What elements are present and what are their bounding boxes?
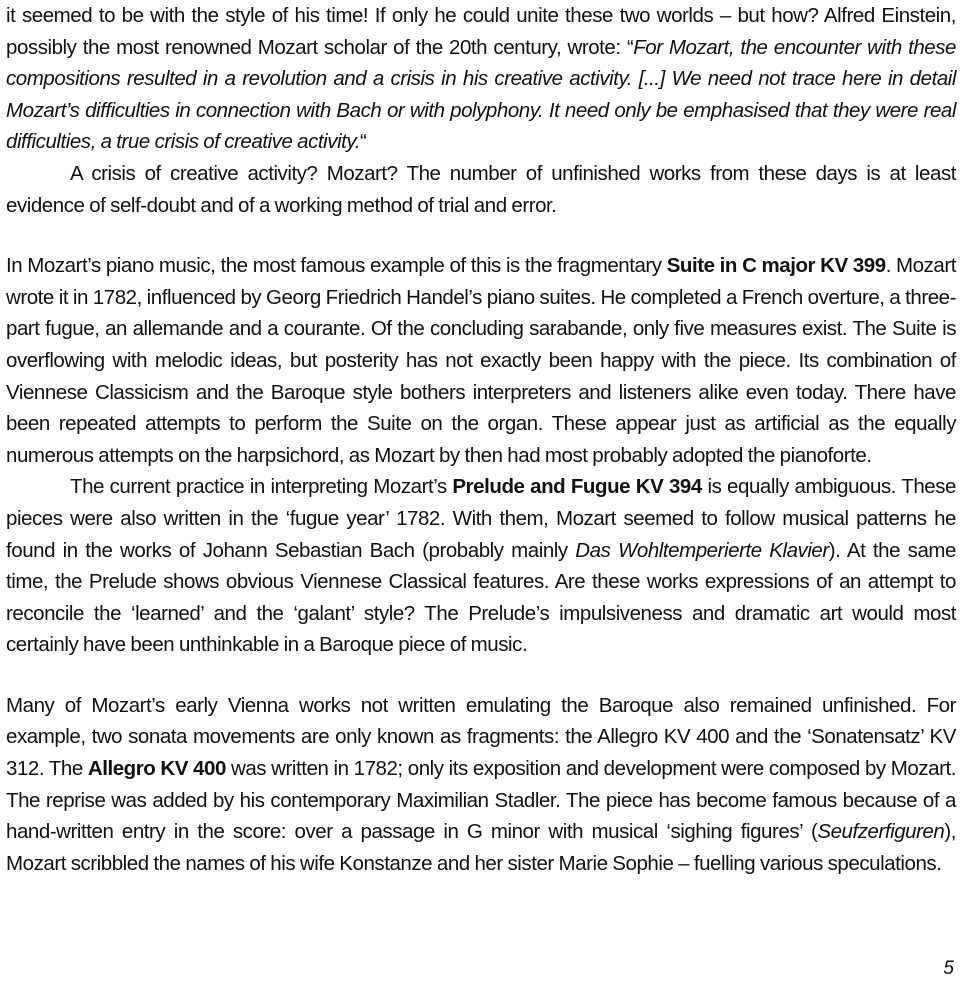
bold-work-title: Suite in C major KV 399	[666, 254, 886, 278]
page-number: 5	[943, 958, 954, 979]
paragraph-crisis	[6, 158, 956, 221]
paragraph-gap	[6, 221, 956, 250]
italic-term: Seufzerfiguren	[817, 820, 945, 844]
text: . Mozart wrote it in 1782, influenced by Georg Friedrich Handel’s piano suites. He completed a French overture, a three-part fugue, an allemande and a courante. Of the concluding sarabande, only five measures exist. The Suite is overflowing with melodic ideas, but posterity has not exactly been happy with the piece. Its combination of Viennese Classicism and the Baroque style bothers interpreters and listeners alike even today. There have been repeated attempts to perform the Suite on the organ. These appear just as artificial as the equally numerous attempts on the harpsichord, as Mozart by then had most probably adopted the pianoforte.	[6, 254, 956, 467]
text: was written in 1782; only its exposition and development were composed by Mozart. The reprise was added by his contemporary Maximilian Stadler. The piece has become famous because of a hand-written entry in the score: over a passage in G minor with musical ‘sighing figures’ (	[6, 757, 956, 844]
italic-work-title: Das Wohltemperierte Klavier	[575, 538, 829, 562]
text: “	[359, 130, 367, 154]
bold-work-title: Prelude and Fugue KV 394	[452, 475, 702, 499]
paragraph-prelude-fugue	[6, 471, 956, 661]
page-body	[6, 0, 956, 879]
text: it seemed to be with the style of his time! If only he could unite these two worlds – but how? Alfred Einstein, possibly the most renowned Mozart scholar of the 20th century, wrote: “	[6, 4, 956, 59]
text: In Mozart’s piano music, the most famous example of this is the fragmentary	[6, 254, 667, 278]
text: is equally ambiguous. These pieces were also written in the ‘fugue year’ 1782. With them, Mozart seemed to follow musical patterns he found in the works of Johann Sebastian Bach (probably mainly	[6, 475, 957, 562]
text: ), Mozart scribbled the names of his wife Konstanze and her sister Marie Sophie – fuelling various speculations.	[6, 820, 956, 875]
text: The current practice in interpreting Mozart’s	[70, 475, 453, 499]
paragraph-einstein-quote	[6, 0, 956, 158]
text: Many of Mozart’s early Vienna works not written emulating the Baroque also remained unfinished. For example, two sonata movements are only known as fragments: the Allegro KV 400 and the ‘Sonatensatz’ KV 312. The	[6, 693, 956, 781]
text: ). At the same time, the Prelude shows obvious Viennese Classical features. Are these works expressions of an attempt to reconcile the ‘learned’ and the ‘galant’ style? The Prelude’s impulsiveness and dramatic art would most certainly have been unthinkable in a Baroque piece of music.	[6, 538, 956, 657]
paragraph-suite	[6, 250, 956, 471]
bold-work-title: Allegro KV 400	[87, 757, 226, 781]
quote-italic: For Mozart, the encounter with these compositions resulted in a revolution and a crisis in his creative activity. [...] We need not trace here in detail Mozart’s difficulties in connection with Bach or with polyphony. It need only be emphasised that they were real difficulties, a true crisis of creative activity.	[6, 35, 956, 154]
paragraph-gap	[6, 661, 956, 690]
text: A crisis of creative activity? Mozart? The number of unfinished works from these days is at least evidence of self-doubt and of a working method of trial and error.	[6, 161, 956, 217]
paragraph-allegro	[6, 690, 956, 880]
